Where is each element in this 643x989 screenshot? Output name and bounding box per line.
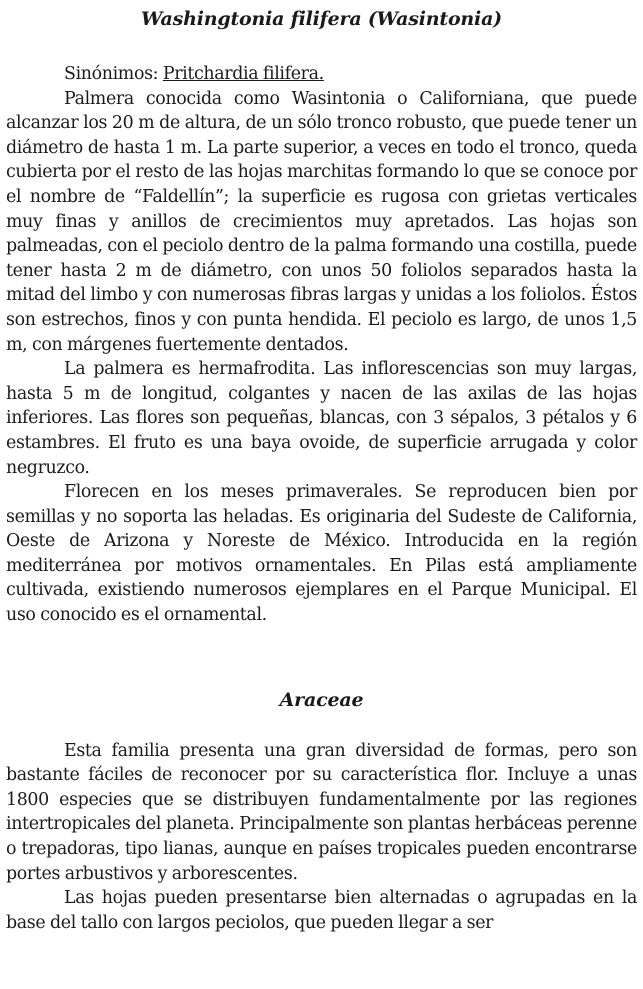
paragraph-leaves: Las hojas pueden presentarse bien alternadas o agrupadas en la base del tallo con largos peciolos, que pueden llegar a ser (6, 888, 637, 933)
paragraph-family-intro: Esta familia presenta una gran diversidad de formas, pero son bastante fáciles de reconocer por su característica flor. Incluye a unas 1800 especies que se distribuyen fundamentalmente por las regiones intertropicales del planeta. Principalmente son plantas herbáceas perenne o trepadoras, tipo lianas, aunque en países tropicales pueden encontrarse portes arbustivos y arborescentes. (6, 740, 637, 884)
spacer (6, 628, 637, 687)
spacer (6, 714, 637, 739)
synonym-name: Pritchardia filifera. (162, 64, 324, 84)
section-title-araceae: Araceae (279, 688, 364, 711)
synonyms-label: Sinónimos: (64, 64, 159, 84)
synonyms-line (6, 62, 637, 87)
section-title-washingtonia: Washingtonia filifera (Wasintonia) (141, 8, 502, 30)
spacer (6, 33, 637, 62)
paragraph-description: Palmera conocida como Wasintonia o Californiana, que puede alcanzar los 20 m de altura, de un sólo tronco robusto, que puede tener un diámetro de hasta 1 m. La parte superior, a veces en todo el tronco, queda cubierta por el resto de las hojas marchitas formando lo que se conoce por el nombre de “Faldellín”; la superficie es rugosa con grietas verticales muy finas y anillos de crecimientos muy apretados. Las hojas son palmeadas, con el peciolo dentro de la palma formando una costilla, puede tener hasta 2 m de diámetro, con unos 50 foliolos separados hasta la mitad del limbo y con numerosas fibras largas y unidas a los foliolos. Éstos son estrechos, finos y con punta hendida. El peciolo es largo, de unos 1,5 m, con márgenes fuertemente dentados. (6, 88, 637, 355)
paragraph-distribution: Florecen en los meses primaverales. Se reproducen bien por semillas y no soporta las heladas. Es originaria del Sudeste de California, Oeste de Arizona y Noreste de México. Introducida en la región mediterránea por motivos ornamentales. En Pilas está ampliamente cultivada, existiendo numerosos ejemplares en el Parque Municipal. El uso conocido es el ornamental. (6, 482, 637, 626)
paragraph-flowers: La palmera es hermafrodita. Las inflorescencias son muy largas, hasta 5 m de longitud, colgantes y nacen de las axilas de las hojas inferiores. Las flores son pequeñas, blancas, con 3 sépalos, 3 pétalos y 6 estambres. El fruto es una baya ovoide, de superficie arrugada y color negruzco. (6, 359, 637, 478)
